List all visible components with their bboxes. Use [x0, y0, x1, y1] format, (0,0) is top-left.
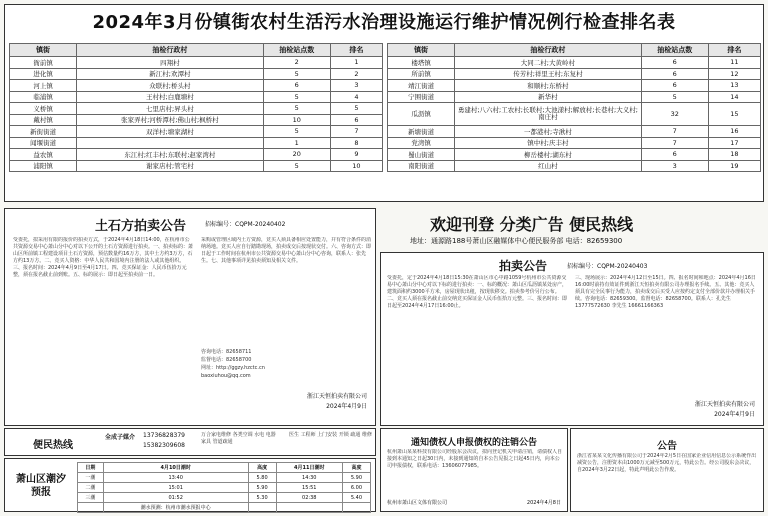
ranking-cell: 17 — [708, 137, 760, 149]
ranking-cell: 新江村;欢潭村 — [77, 68, 264, 80]
debt-title: 通知债权人申报债权的注销公告 — [410, 438, 537, 448]
ranking-cell: 浦阳镇 — [10, 160, 77, 172]
hotline-phone-label: 全成子媒介 — [105, 434, 136, 441]
ranking-cell: 5 — [263, 91, 330, 103]
ranking-header-cell: 镇街 — [10, 44, 77, 57]
earth-auction-ref: 招标编号：CQPM-20240402 — [205, 221, 286, 228]
tide-cell: 5.30 — [248, 493, 276, 503]
ranking-cell: 9 — [330, 149, 382, 161]
table-row — [10, 114, 383, 126]
tide-cell: 三潮 — [78, 493, 104, 503]
table-row — [10, 57, 383, 69]
ad-banner — [380, 208, 764, 250]
hotline-phone-2: 15382309608 — [143, 442, 185, 449]
tide-header-cell: 高度 — [248, 463, 276, 473]
ranking-cell: 18 — [708, 149, 760, 161]
table-row — [388, 137, 761, 149]
ranking-cell: 张家弄村;河桥潭村;佛山村;枫桥村 — [77, 114, 264, 126]
tide-cell: 5.90 — [342, 473, 370, 483]
ranking-cell: 瓜沥镇 — [388, 103, 455, 126]
ranking-cell: 5 — [641, 91, 708, 103]
ranking-cell: 临浦镇 — [10, 91, 77, 103]
auction-col1: 受委托，定于2024年4月18日15:30在萧山区市心中路1059号杭州市公共资源交易中心萧山分中心对以下标的进行拍卖：一、标的概况：萧山区瓜沥镇某处房产，建筑面积约3000平方米，房屋现状出租，按现状移交。拍卖参考价另行公布。二、竞买人须在报名截止前交纳竞买保证金人民币伍拾万元整。三、报名时间：即日起至2024年4月17日16:00止。 — [387, 275, 568, 309]
ranking-cell: 4 — [330, 91, 382, 103]
ranking-cell: 大同二村;大黄岭村 — [455, 57, 642, 69]
ranking-panel — [4, 4, 764, 202]
ranking-cell: 众联村;桥头村 — [77, 80, 264, 92]
ranking-cell: 5 — [263, 160, 330, 172]
ranking-cell: 2 — [263, 57, 330, 69]
tide-table — [77, 462, 371, 513]
ad-title: 欢迎刊登 分类广告 便民热线 — [430, 215, 634, 234]
earth-org: 浙江天恒拍卖有限公司 — [306, 393, 367, 400]
tide-header-cell: 4月11日潮时 — [276, 463, 342, 473]
ranking-cell: 柳岳楼村;湖东村 — [455, 149, 642, 161]
ranking-cell: 南阳街道 — [388, 160, 455, 172]
ranking-cell: 四翔村 — [77, 57, 264, 69]
auction-date: 2024年4月9日 — [714, 411, 755, 418]
ranking-cell: 东江村;红丰村;东联村;赵家湾村 — [77, 149, 264, 161]
ranking-cell: 一都港村;寺湫村 — [455, 126, 642, 138]
ranking-cell: 5 — [263, 68, 330, 80]
ranking-cell: 闻堰街道 — [10, 137, 77, 149]
ranking-cell: 15 — [708, 103, 760, 126]
ranking-title: 2024年3月份镇街农村生活污水治理设施运行维护情况例行检查排名表 — [92, 12, 676, 33]
ranking-cell: 双洋村;塘家湖村 — [77, 126, 264, 138]
tide-cell: 潮水预测：杭州市潮水预报中心 — [103, 503, 248, 513]
tide-cell: 15:51 — [276, 483, 342, 493]
ranking-cell: 19 — [708, 160, 760, 172]
ranking-cell: 楼塔镇 — [388, 57, 455, 69]
ranking-cell: 12 — [708, 68, 760, 80]
tide-cell: 6.00 — [342, 483, 370, 493]
ranking-cell: 14 — [708, 91, 760, 103]
ranking-cell: 3 — [641, 160, 708, 172]
ranking-table-right — [387, 43, 761, 172]
tide-cell: 二潮 — [78, 483, 104, 493]
earth-email: baoxiuhou@qq.com — [201, 373, 251, 379]
ranking-cell: 新塘街道 — [388, 126, 455, 138]
ranking-cell: 党湾镇 — [388, 137, 455, 149]
table-row — [388, 149, 761, 161]
ranking-cell: 10 — [263, 114, 330, 126]
ranking-cell: 11 — [708, 57, 760, 69]
ranking-cell: 1 — [330, 57, 382, 69]
tide-cell: 13:40 — [103, 473, 248, 483]
hotline-services-2: 医生 工程师 上门安装 开锁 疏通 维修 — [289, 432, 372, 438]
ranking-cell: 5 — [263, 126, 330, 138]
table-row — [10, 103, 383, 115]
ranking-cell: 新华村 — [455, 91, 642, 103]
ranking-cell: 传芳村;祥里王村;东复村 — [455, 68, 642, 80]
earth-auction-title: 土石方拍卖公告 — [95, 219, 187, 234]
tide-cell — [248, 503, 276, 513]
auction-panel — [380, 252, 764, 426]
earth-auction-col2: 采购或管理区域内土方资源，竞买人须具备相应处置能力，并有符合条件的消纳场地。竞买人应自行踏勘现场，拍卖成交后按现状交付。六、咨询方式：即日起于工作时间在杭州市公共资源交易中心萧山分中心咨询，联系人：张先生。七、其他事项详见拍卖须知及相关文件。 — [201, 237, 371, 264]
tide-cell: 5.90 — [248, 483, 276, 493]
table-row — [388, 160, 761, 172]
ranking-cell: 6 — [330, 114, 382, 126]
ranking-cell: 河上镇 — [10, 80, 77, 92]
ranking-cell: 谢家店村;管宅村 — [77, 160, 264, 172]
ranking-cell: 2 — [330, 68, 382, 80]
tide-cell: 15:01 — [103, 483, 248, 493]
auction-ref: 招标编号：CQPM-20240403 — [567, 263, 648, 270]
tide-header-cell: 4月10日潮时 — [103, 463, 248, 473]
ranking-cell: 3 — [330, 80, 382, 92]
ranking-cell: 勇建村;八六村;工农村;长联村;大池漾村;解放村;长巷村;大义村;南庄村 — [455, 103, 642, 126]
tide-cell — [342, 503, 370, 513]
debt-org: 杭州市萧山区文体有限公司 — [387, 500, 448, 506]
hotline-panel — [4, 428, 376, 456]
auction-org: 浙江天恒拍卖有限公司 — [694, 401, 755, 408]
ranking-cell: 20 — [263, 149, 330, 161]
earth-web: 网址：http://ggzy.hzctc.cn — [201, 365, 265, 371]
ranking-header-cell: 抽检站点数 — [263, 44, 330, 57]
ranking-cell: 戴村镇 — [10, 114, 77, 126]
tide-cell: 5.80 — [248, 473, 276, 483]
ranking-cell: 6 — [641, 57, 708, 69]
auction-col2: 三、现场展示：2024年4月12日至15日。四、报名时间和地点：2024年4月16日16:00时前持有效证件到浙江天恒拍卖有限公司办理报名手续。五、其他：竞买人须具有完全民事行为能力，拍卖成交后买受人应按约定支付全部价款并办理相关手续。咨询电话：82659300。监督电话：82658700。联系人：孔先生 13777572630 李先生 16661166363 — [575, 275, 756, 309]
table-row — [10, 137, 383, 149]
debt-notice-panel — [380, 428, 568, 512]
table-row — [388, 126, 761, 138]
table-row — [10, 80, 383, 92]
ranking-cell: 红山村 — [455, 160, 642, 172]
table-row — [388, 80, 761, 92]
ranking-cell: 镇中村;庆丰村 — [455, 137, 642, 149]
earth-contact-2: 监督电话：82658700 — [201, 357, 252, 363]
earth-auction-panel — [4, 208, 376, 426]
ranking-cell: 7 — [641, 137, 708, 149]
ranking-cell: 7 — [330, 126, 382, 138]
table-row — [388, 57, 761, 69]
table-row — [78, 503, 371, 513]
hotline-phone-1: 13736828379 — [143, 432, 185, 439]
ranking-cell: 32 — [641, 103, 708, 126]
ranking-header-cell: 抽检站点数 — [641, 44, 708, 57]
table-row — [10, 149, 383, 161]
notice-body: 浙江省某某文化传播有限公司于2024年2月5日在国家企业信用信息公示系统作出减资公告，注册资本由1000万元减至500万元，特此公告。经公司股东会决议，自2024年3月22日起，特此声明此公告作废。 — [577, 453, 757, 473]
ranking-cell: 16 — [708, 126, 760, 138]
ranking-cell: 新街街道 — [10, 126, 77, 138]
auction-title: 拍卖公告 — [499, 259, 548, 273]
ranking-cell: 1 — [263, 137, 330, 149]
ranking-cell: 5 — [330, 103, 382, 115]
earth-date: 2024年4月9日 — [326, 403, 367, 410]
tide-header-cell: 高度 — [342, 463, 370, 473]
ranking-header-cell: 排名 — [330, 44, 382, 57]
ranking-cell: 靖江街道 — [388, 80, 455, 92]
table-row — [10, 160, 383, 172]
notice-title: 公告 — [657, 441, 677, 452]
ranking-cell: 义桥镇 — [10, 103, 77, 115]
ranking-cell: 七里店村;昇头村 — [77, 103, 264, 115]
ranking-cell: 6 — [641, 68, 708, 80]
table-row — [10, 126, 383, 138]
ranking-cell: 6 — [641, 149, 708, 161]
ranking-header-cell: 排名 — [708, 44, 760, 57]
table-row — [78, 483, 371, 493]
debt-body: 杭州萧山某某科技有限公司经股东会决议，拟向登记机关申请注销，请债权人自接到本通知之日起30日内，未接到通知的自本公告见报之日起45日内，向本公司申报债权，联系电话：13606077985。 — [387, 449, 563, 469]
ranking-cell: 所前镇 — [388, 68, 455, 80]
ranking-cell: 王村村;白鹿塘村 — [77, 91, 264, 103]
tide-cell — [276, 503, 342, 513]
ranking-cell: 6 — [263, 80, 330, 92]
tide-cell: 14:30 — [276, 473, 342, 483]
table-row — [10, 68, 383, 80]
tide-cell: 5.40 — [342, 493, 370, 503]
ranking-cell: 和顺村;东桥村 — [455, 80, 642, 92]
ad-address: 地址：通源路188号萧山区融媒体中心便民服务部 电话：82659300 — [410, 237, 623, 245]
ranking-header-cell: 抽检行政村 — [455, 44, 642, 57]
tide-cell: 一潮 — [78, 473, 104, 483]
ranking-cell: 10 — [330, 160, 382, 172]
ranking-cell: 衙前镇 — [10, 57, 77, 69]
ranking-cell: 进化镇 — [10, 68, 77, 80]
ranking-cell: 13 — [708, 80, 760, 92]
ranking-cell — [77, 137, 264, 149]
ranking-cell: 7 — [641, 126, 708, 138]
ranking-table-left — [9, 43, 383, 172]
tide-cell — [78, 503, 104, 513]
table-row — [10, 91, 383, 103]
ranking-cell: 6 — [641, 80, 708, 92]
tide-panel — [4, 458, 376, 512]
hotline-services: 万合家电维修 各类空调 水电 电器 家具 管道疏通 — [201, 432, 276, 445]
table-row — [388, 103, 761, 126]
tide-cell: 02:38 — [276, 493, 342, 503]
table-row — [388, 91, 761, 103]
hotline-title: 便民热线 — [33, 440, 73, 451]
ranking-cell: 5 — [263, 103, 330, 115]
ranking-cell: 宁围街道 — [388, 91, 455, 103]
ranking-cell: 益农镇 — [10, 149, 77, 161]
earth-contact-1: 咨询电话：82658711 — [201, 349, 252, 355]
tide-header-cell: 日期 — [78, 463, 104, 473]
notice-panel — [570, 428, 764, 512]
table-row — [78, 493, 371, 503]
ranking-header-cell: 抽检行政村 — [77, 44, 264, 57]
debt-date: 2024年4月8日 — [526, 500, 561, 506]
ranking-header-cell: 镇街 — [388, 44, 455, 57]
table-row — [388, 68, 761, 80]
earth-auction-col1: 受委托，拟采用有限的报价的拍卖方式，于2024年4月18日14:00，在杭州市公共资源交易中心萧山分中心对以下公开的土石方资源进行拍卖。一、拍卖标的：萧山区所前镇工程建设项目土石方资源，预估数量约16万方，其中土方约3万方，石方约13万方。二、竞买人资格：中华人民共和国境内注册的法人或其他组织。三、报名时间：2024年4月9日至4月17日。四、竞买保证金：人民币伍拾万元整，须在报名截止前到账。五、标的展示：即日起至拍卖前一日。 — [13, 237, 193, 278]
table-row — [78, 473, 371, 483]
tide-cell: 01:52 — [103, 493, 248, 503]
ranking-cell: 8 — [330, 137, 382, 149]
ranking-cell: 蜀山街道 — [388, 149, 455, 161]
tide-title: 萧山区潮汐预报 — [16, 474, 66, 498]
